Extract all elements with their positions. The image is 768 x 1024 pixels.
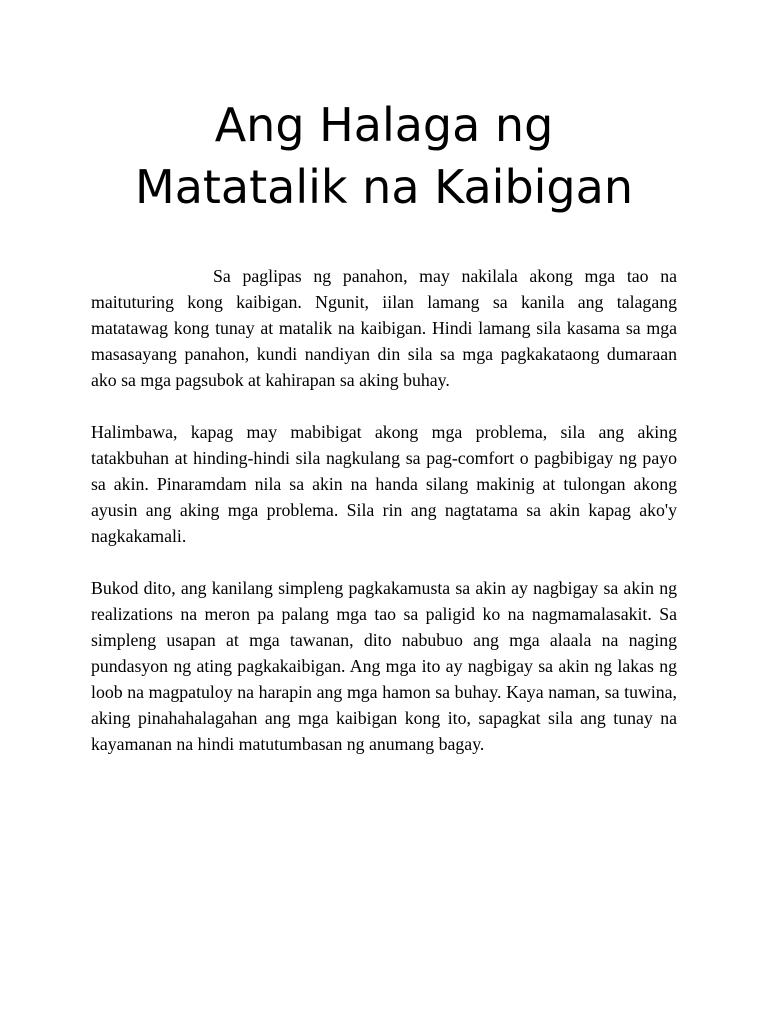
- paragraph-3: Bukod dito, ang kanilang simpleng pagkakamusta sa akin ay nagbigay sa akin ng realizations na meron pa palang mga tao sa paligid ko na nagmamalasakit. Sa simpleng usapan at mga tawanan, dito nabubuo ang mga alaala na naging pundasyon ng ating pagkakaibigan. Ang mga ito ay nagbigay sa akin ng lakas ng loob na magpatuloy na harapin ang mga hamon sa buhay. Kaya naman, sa tuwina, aking pinahahalagahan ang mga kaibigan kong ito, sapagkat sila ang tunay na kayamanan na hindi matutumbasan ng anumang bagay.: [91, 578, 677, 754]
- paragraph-1: Sa paglipas ng panahon, may nakilala akong mga tao na maituturing kong kaibigan. Ngunit, iilan lamang sa kanila ang talagang matatawag kong tunay at matalik na kaibigan. Hindi lamang sila kasama sa mga masasayang panahon, kundi nandiyan din sila sa mga pagkakataong dumaraan ako sa mga pagsubok at kahirapan sa aking buhay.: [91, 266, 677, 390]
- page-title: [60, 94, 708, 218]
- essay-body: [91, 263, 677, 783]
- title-line-1: Ang Halaga ng: [214, 98, 554, 152]
- paragraph-2: Halimbawa, kapag may mabibigat akong mga problema, sila ang aking tatakbuhan at hinding-hindi sila nagkulang sa pag-comfort o pagbibigay ng payo sa akin. Pinaramdam nila sa akin na handa silang makinig at tulongan akong ayusin ang aking mga problema. Sila rin ang nagtatama sa akin kapag ako'y nagkakamali.: [91, 422, 677, 546]
- title-line-2: Matatalik na Kaibigan: [135, 160, 633, 214]
